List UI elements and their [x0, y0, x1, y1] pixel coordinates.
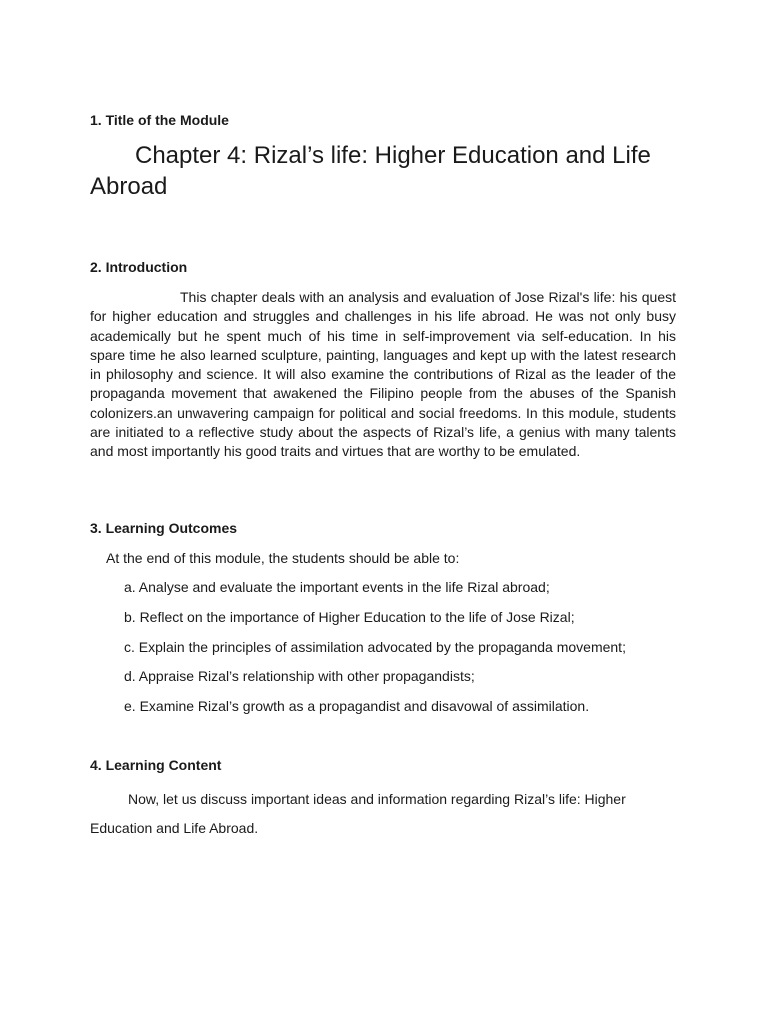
outcome-item-e: e. Examine Rizal’s growth as a propagandist and disavowal of assimilation.: [124, 698, 590, 714]
outcomes-lead: At the end of this module, the students should be able to:: [106, 550, 460, 566]
outcome-item-a: a. Analyse and evaluate the important events in the life Rizal abroad;: [124, 579, 550, 595]
outcome-item-c: c. Explain the principles of assimilation advocated by the propaganda movement;: [124, 639, 626, 655]
chapter-title: Chapter 4: Rizal’s life: Higher Education and Life Abroad: [90, 142, 651, 200]
introduction-heading: 2. Introduction: [90, 259, 188, 275]
learning-content-heading: 4. Learning Content: [90, 757, 222, 773]
learning-outcomes-heading: 3. Learning Outcomes: [90, 520, 238, 536]
title-of-module-heading: 1. Title of the Module: [90, 112, 229, 128]
outcome-item-d: d. Appraise Rizal’s relationship with other propagandists;: [124, 668, 475, 684]
learning-content-paragraph: Now, let us discuss important ideas and information regarding Rizal’s life: Higher Education and Life Abroad.: [90, 791, 626, 836]
introduction-paragraph: This chapter deals with an analysis and evaluation of Jose Rizal's life: his quest for higher education and struggles and challenges in his life abroad. He was not only busy academically but he spent much of his time in self-improvement via self-education. In his spare time he also learned sculpture, painting, languages and kept up with the latest research in philosophy and science. It will also examine the contributions of Rizal as the leader of the propaganda movement that awakened the Filipino people from the abuses of the Spanish colonizers.an unwavering campaign for political and social freedoms. In this module, students are initiated to a reflective study about the aspects of Rizal’s life, a genius with many talents and most importantly his good traits and virtues that are worthy to be emulated.: [90, 289, 676, 460]
outcome-item-b: b. Reflect on the importance of Higher Education to the life of Jose Rizal;: [124, 609, 575, 625]
